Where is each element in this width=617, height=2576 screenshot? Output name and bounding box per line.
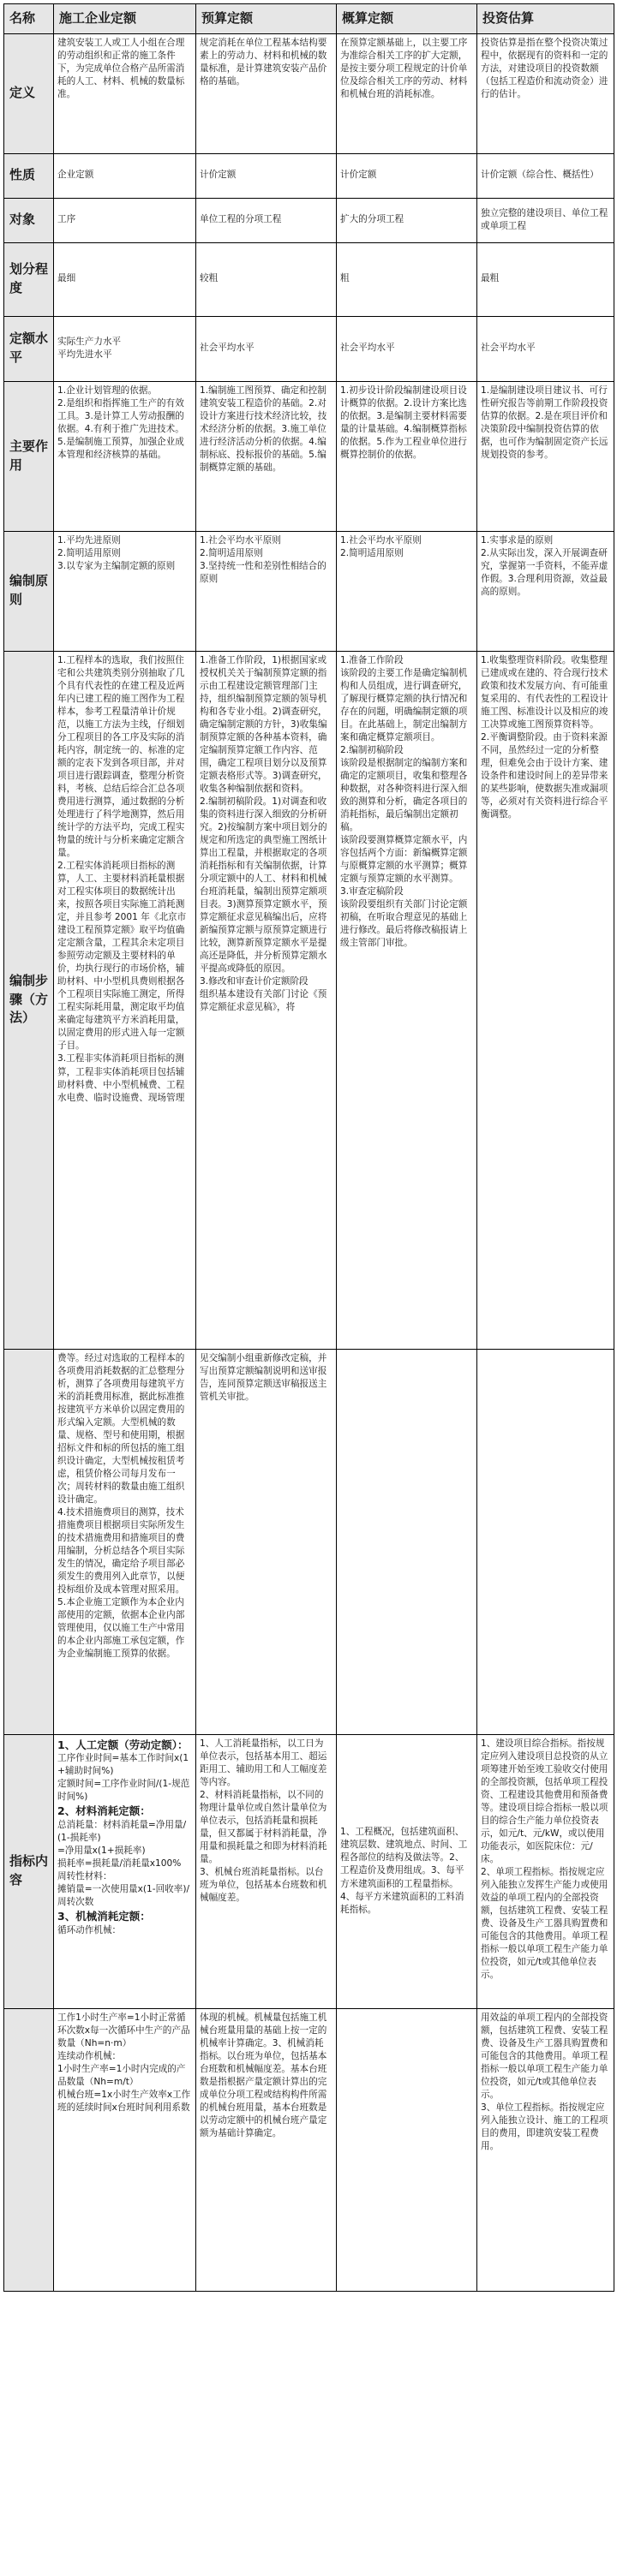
cell	[337, 651, 477, 1349]
header-name: 名称	[4, 4, 54, 34]
cell-text: 1.初步设计阶段编制建设项目设计概算的依据。2.设计方案比选的依据。3.是编制主要材料需要量的计量基础。4.编制概算指标的依据。5.作为工程业单位进行概算控制价的依据。	[340, 385, 467, 460]
cell-text: 1.收集整理资料阶段。收集整理已建成或在建的、符合现行技术政策和技术发展方向、有可能重复采用的、有代表性的工程设计施工图、标准设计以及相应的竣工决算或施工图预算资料等。 2.平衡调整阶段。由于资料来源不同，虽然经过一定的分析整理，但难免会由于设计方案、建设条件和建设时间上的差异带来的某些影响，使数据失准或漏项等，必须对有关资料进行综合平衡调整。	[481, 654, 608, 820]
row-label: 划分程度	[4, 242, 54, 316]
row-label-empty	[4, 2008, 54, 2291]
row-nature	[4, 153, 614, 198]
cell-text: 1.企业计划管理的依据。 2.是组织和指挥施工生产的有效工具。3.是计算工人劳动报酬的依据。4.有利于推广先进技术。5.是编制施工预算，加强企业成本管理和经济核算的基础。	[57, 385, 184, 460]
header-investment-estimate: 投资估算	[477, 4, 614, 34]
cell-text: 体现的机械。机械量包括施工机械台班量用量的基础上按一定的机械率计算确定。3、机械消耗指标。以台班为单位，包括基本台班数和机械幅度差。基本台班数是指根据产量定额计算出的完成单位分项工程或结构构件所需的机械台班用量，基本台班数是以劳动定额中的机械台班产量定额为基础计算确定。	[200, 2012, 327, 2138]
cell-text: 1.社会平均水平原则 2.简明适用原则	[340, 534, 422, 558]
row-label: 定义	[4, 33, 54, 153]
row-label: 性质	[4, 153, 54, 198]
cell	[477, 381, 614, 531]
row-label-empty	[4, 1349, 54, 1734]
cell	[337, 153, 477, 198]
row-object	[4, 198, 614, 242]
header-budget-quota: 预算定额	[196, 4, 337, 34]
machine-quota-text: 循环动作机械：	[57, 1925, 122, 1936]
cell	[54, 2008, 196, 2291]
cell	[54, 198, 196, 242]
cell-text: 建筑安装工人或工人小组在合理的劳动组织和正常的施工条件下，为完成单位合格产品所需消耗的人工、材料、机械的数量标准。	[57, 37, 185, 99]
cell	[196, 1349, 337, 1734]
cell	[337, 2008, 477, 2291]
cell	[337, 33, 477, 153]
cell	[54, 33, 196, 153]
cell-text: 1.实事求是的原则 2.从实际出发，深入开展调查研究，掌握第一手资料，不能弄虚作假。3.合理利用资源，效益最高的原则。	[481, 534, 608, 597]
row-indicator	[4, 1734, 614, 2008]
cell-text: 计价定额	[200, 170, 237, 181]
cell	[477, 651, 614, 1349]
cell-text: 1.准备工作阶段 该阶段的主要工作是确定编制机构和人员组成，进行调查研究，了解现行概算定额的执行情况和存在的问题，明确编制定额的项目。在此基础上，制定出编制方案和确定概算定额项目。 2.编制初稿阶段 该阶段是根据制定的编制方案和确定的定额项目，收集和整理各种数据，对各种资料进行深入细致的测算和分析，确定各项目的消耗指标，最后编制出定额初稿。 该阶段要测算概算定额水平，内容包括两个方面：新编概算定额与原概算定额的水平测算；概算定额与预算定额的水平测算。 3.审查定稿阶段 该阶段要组织有关部门讨论定额初稿，在听取合理意见的基础上进行修改。最后将修改稿报请上级主管部门审批。	[340, 654, 468, 949]
row-steps-continued	[4, 1349, 614, 1734]
cell-text: 1.编制施工图预算、确定和控制建筑安装工程造价的基础。2.对设计方案进行技术经济比较，技术经济分析的依据。3.施工单位进行经济活动分析的依据。4.编制标底、投标报价的基础。5.编制概算定额的基础。	[200, 385, 327, 473]
cell	[54, 1349, 196, 1734]
cell	[54, 1734, 196, 2008]
row-label: 指标内容	[4, 1734, 54, 2008]
cell-text: 单位工程的分项工程	[200, 214, 282, 225]
cell-text: 工作1小时生产率=1小时正常循环次数x每一次循环中生产的产品数量（Nh=n·m） 连续动作机械： 1小时生产率=1小时内完成的产品数量（Nh=m/t） 机械台班=1x小时生产效率x工作班的延续时间x台班时间利用系数	[57, 2012, 191, 2113]
row-label: 定额水平	[4, 316, 54, 381]
cell-text: 企业定额	[57, 170, 94, 181]
cell-text: 用效益的单项工程内的全部投资额，包括建筑工程费、安装工程费、设备及生产工器具购置费和可能包含的其他费用。单项工程指标一般以单项工程生产能力单位投资，如元/t或其他单位表示。 3、单位工程指标。指按规定应列入能独立设计、施工的工程项目的费用，即建筑安装工程费用。	[481, 2012, 608, 2151]
cell-text: 规定消耗在单位工程基本结构要素上的劳动力、材料和机械的数量标准，是计算建筑安装产品价格的基础。	[200, 37, 327, 86]
cell-text: 计价定额（综合性、概括性）	[481, 170, 599, 181]
cell	[337, 1349, 477, 1734]
cell	[337, 1734, 477, 2008]
row-label: 编制原则	[4, 531, 54, 651]
cell	[477, 1349, 614, 1734]
labor-quota-formula: 工序作业时间=基本工作时间x(1+辅助时间%) 定额时间=工序作业时间/(1-规范时间%)	[57, 1753, 190, 1803]
row-degree	[4, 242, 614, 316]
cell	[196, 153, 337, 198]
cell-text: 计价定额	[340, 170, 377, 181]
comparison-document	[3, 3, 614, 2292]
cell-text: 投资估算是指在整个投资决策过程中，依据现有的资料和一定的方法，对建设项目的投资数额（包括工程造价和流动资金）进行的估计。	[481, 37, 608, 99]
cell-text: 独立完整的建设项目、单位工程或单项工程	[481, 207, 608, 231]
cell	[196, 242, 337, 316]
cell	[477, 531, 614, 651]
machine-quota-heading: 3、机械消耗定额：	[57, 1910, 151, 1923]
cell-text: 实际生产力水平 平均先进水平	[57, 336, 122, 360]
header-construction-quota: 施工企业定额	[54, 4, 196, 34]
cell-text: 在预算定额基础上，以主要工序为准综合相关工序的扩大定额，是按主要分项工程规定的计价单位及综合相关工序的劳动、材料和机械台班的消耗标准。	[340, 37, 468, 99]
row-role	[4, 381, 614, 531]
cell	[196, 2008, 337, 2291]
cell	[54, 153, 196, 198]
cell-text: 1、工程概况，包括建筑面积、建筑层数、建筑地点、时间、工程各部位的结构及做法等。2、工程造价及费用组成。3、每平方米建筑面积的工程量指标。4、每平方米建筑面积的工料消耗指标。	[340, 1827, 468, 1915]
cell	[477, 316, 614, 381]
cell-text: 粗	[340, 273, 350, 284]
cell-text: 社会平均水平	[340, 343, 395, 354]
row-principle	[4, 531, 614, 651]
cell-text: 1.工程样本的选取，我们按照住宅和公共建筑类别分别抽取了几个具有代表性的在建工程及近两年内已建工程的施工图作为工程样本，参考工程量清单计价规范，以施工方法为主线，仔细划分工程项目的各工序及实际的消耗内容，制定统一的、标准的定额的定表下发到各项目部，并对项目进行跟踪调查，整理分析资料，考核、总结后综合汇总各项费用进行测算，通过数据的分析处理进行了科学地测算，然后用统计学的方法平均，完成工程实物量的统计与分析来确定定额含量。 2.工程实体消耗项目指标的测算，人工、主要材料消耗量根据对工程实体项目的数据统计出来，按照各项目实际施工消耗测定，并且参考 2001 年《北京市建设工程预算定额》取平均值确定定额含量，工程其余未定项目参照劳动定额及主要材料的单价，均执行现行的市场价格，辅助材料、中小型机具费则根据各个工程项目实际施工测定，所得工程实际耗用量，测定取平均值来确定每建筑平方米消耗用量，以固定费用的形式进入每一定额子目。 3.工程非实体消耗项目指标的测算，工程非实体消耗项目包括辅助材料费、中小型机械费、工程水电费、临时设施费、现场管理	[57, 654, 187, 1103]
cell-text: 1、人工消耗量指标，以工日为单位表示，包括基本用工、超运距用工、辅助用工和人工幅度差等内容。 2、材料消耗量指标，以不同的物理计量单位或自然计量单位为单位表示，包括消耗量和损耗量，但又都属于材料消耗量，净用量和损耗量之和即为材料消耗量。 3、机械台班消耗量指标。以台班为单位，包括基本台班数和机械幅度差。	[200, 1738, 327, 1903]
cell	[337, 316, 477, 381]
material-quota-formula: 总消耗量：材料消耗量=净用量/(1-损耗率) =净用量x(1+损耗率) 损耗率=损耗量/消耗量x100% 周转性材料： 摊销量=一次使用量x(1-回收率)/周转次数	[57, 1820, 190, 1908]
row-steps	[4, 651, 614, 1349]
cell	[196, 531, 337, 651]
cell	[196, 198, 337, 242]
row-label: 主要作用	[4, 381, 54, 531]
cell-text: 1.是编制建设项目建议书、可行性研究报告等前期工作阶段投资估算的依据。2.是在项目评价和决策阶段中编制投资估算的依据，也可作为编制固定资产长远规划投资的参考。	[481, 385, 608, 460]
cell	[196, 651, 337, 1349]
cell	[477, 2008, 614, 2291]
cell	[54, 651, 196, 1349]
cell	[477, 198, 614, 242]
cell-text: 1.准备工作阶段，1)根据国家或授权机关关于编制预算定额的指示由工程建设定额管理部门主持，组织编制预算定额的领导机构和各专业小组。2)调查研究，确定编制定额的方针，3)收集编制预算定额的各种基本资料，确定编制预算定额工作内容、范围，确定工程项目划分以及预算定额表格形式等。3)调查研究，收集各种编制依据和资料。 2.编制初稿阶段。1)对调查和收集的资料进行深入细致的分析研究。2)按编制方案中项目划分的规定和所选定的典型施工图纸计算出工程量，并根据取定的各项消耗指标和有关编制依据，计算分项定额中的人工、材料和机械台班消耗量，编制出预算定额项目表。3)测算预算定额水平，预算定额征求意见稿编出后，应将新编预算定额与原预算定额进行比较，测算新预算定额水平是提高还是降低，并分析预算定额水平提高或降低的原因。 3.修改和审查计价定额阶段 组织基本建设有关部门讨论《预算定额征求意见稿》，将	[200, 654, 327, 1013]
cell	[477, 1734, 614, 2008]
cell-text: 见交编制小组重新修改定稿，并写出预算定额编制说明和送审报告，连同预算定额送审稿报送主管机关审批。	[200, 1352, 327, 1402]
cell	[196, 33, 337, 153]
quota-comparison-table	[3, 3, 614, 2292]
row-definition	[4, 33, 614, 153]
cell	[196, 1734, 337, 2008]
cell-text: 最细	[57, 273, 76, 284]
cell-text: 1.平均先进原则 2.简明适用原则 3.以专家为主编制定额的原则	[57, 534, 176, 571]
cell-text: 较粗	[200, 273, 219, 284]
cell-text: 社会平均水平	[481, 343, 536, 354]
cell	[337, 242, 477, 316]
cell	[196, 316, 337, 381]
cell-text: 扩大的分项工程	[340, 214, 404, 225]
cell-text: 费等。经过对选取的工程样本的各项费用消耗数据的汇总整理分析，测算了各项费用每建筑平方米的消耗费用标准，据此标准推按建筑平方米单价以固定费用的形式编入定额。大型机械的数量、规格、型号和使用期，根据招标文件和标的所包括的施工组织设计确定，大型机械按租赁考虑，租赁价格公司每月发布一次；周转材料的数量由施工组织设计确定。 4.技术措施费项目的测算，技术措施费项目根据项目实际所发生的技术措施费用和措施项目的费用编制，分析总结各个项目实际发生的情况，确定给予项目部必须发生的费用列入此章节，以便投标组价及成本管理对照采用。 5.本企业施工定额作为本企业内部使用的定额，依据本企业内部管理使用，仅以施工生产中常用的本企业内部施工承包定额，作为企业编制施工预算的依据。	[57, 1352, 185, 1660]
cell-text: 工序	[57, 214, 76, 225]
cell	[337, 381, 477, 531]
cell	[54, 531, 196, 651]
cell	[337, 531, 477, 651]
cell	[477, 33, 614, 153]
cell-text: 社会平均水平	[200, 343, 255, 354]
cell	[54, 381, 196, 531]
material-quota-heading: 2、材料消耗定额：	[57, 1804, 151, 1818]
cell	[54, 242, 196, 316]
row-indicator-continued	[4, 2008, 614, 2291]
cell-text: 1、建设项目综合指标。指按规定应列入建设项目总投资的从立项筹建开始至竣工验收交付使用的全部投资额，包括单项工程投资、工程建设其他费用和预备费等。建设项目综合指标一般以项目的综合生产能力单位投资表示，如元/t、元/kW，或以使用功能表示，如医院床位：元/床。 2、单项工程指标。指按规定应列入能独立发挥生产能力或使用效益的单项工程内的全部投资额，包括建筑工程费、安装工程费、设备及生产工器具购置费和可能包含的其他费用。单项工程指标一般以单项工程生产能力单位投资，如元/t或其他单位表示。	[481, 1738, 608, 1981]
cell	[477, 153, 614, 198]
cell	[477, 242, 614, 316]
cell-text: 1.社会平均水平原则 2.简明适用原则 3.坚持统一性和差别性相结合的原则	[200, 534, 326, 584]
cell	[337, 198, 477, 242]
cell	[54, 316, 196, 381]
cell-text: 最粗	[481, 273, 500, 284]
labor-quota-heading: 1、人工定额（劳动定额）：	[57, 1738, 189, 1751]
row-label: 编制步骤（方法）	[4, 651, 54, 1349]
row-label: 对象	[4, 198, 54, 242]
header-estimate-quota: 概算定额	[337, 4, 477, 34]
cell	[196, 381, 337, 531]
header-row	[4, 4, 614, 34]
row-level	[4, 316, 614, 381]
